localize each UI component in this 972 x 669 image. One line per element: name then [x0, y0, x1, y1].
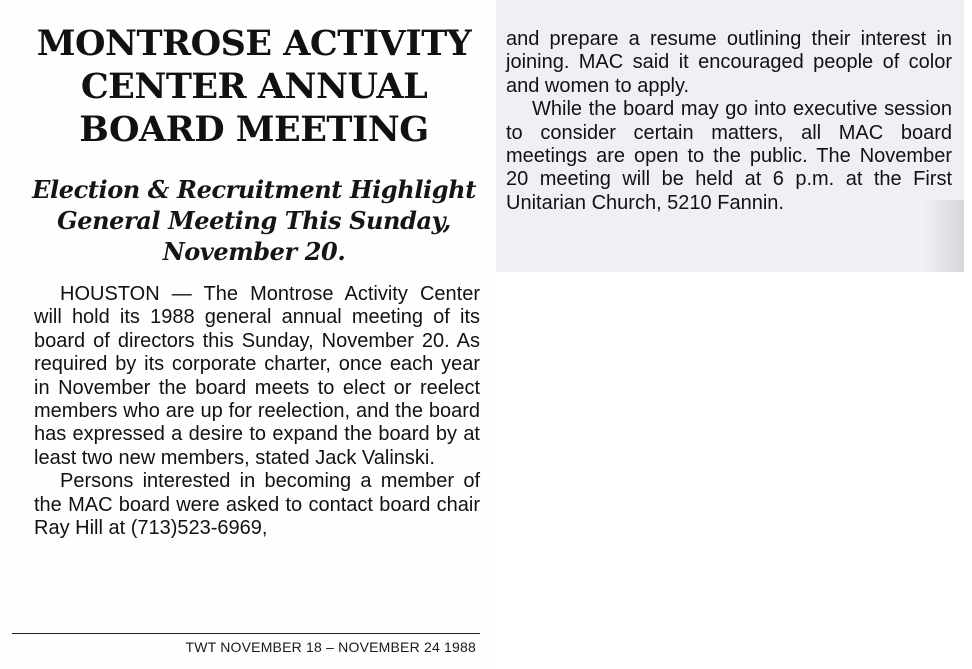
article-body-left	[34, 283, 480, 540]
article-body-right	[506, 28, 952, 215]
article-paragraph-3: While the board may go into executive session to consider certain matters, all MAC board meetings are open to the public. The November 20 meeting will be held at 6 p.m. at the First Unitarian Church, 5210 Fannin.	[506, 98, 952, 214]
footer-rule	[12, 633, 480, 634]
article-paragraph-1: HOUSTON — The Montrose Activity Center will hold its 1988 general annual meeting of its board of directors this Sunday, November 20. As required by its corporate charter, once each year in November the board meets to elect or reelect members who are up for reelection, and the board has expressed a desire to expand the board by at least two new members, stated Jack Valinski.	[34, 283, 480, 469]
article-headline: MONTROSE ACTIVITY CENTER ANNUAL BOARD MEETING	[36, 23, 472, 150]
article-paragraph-2-end: and prepare a resume outlining their interest in joining. MAC said it encouraged people of color and women to apply.	[506, 28, 952, 97]
article-continuation-clipping	[496, 0, 964, 272]
article-subhead: Election & Recruitment Highlight General Meeting This Sunday, November 20.	[32, 175, 476, 266]
footer-issue-line: TWT NOVEMBER 18 – NOVEMBER 24 1988	[185, 639, 476, 655]
article-paragraph-2-start: Persons interested in becoming a member of the MAC board were asked to contact board chair Ray Hill at (713)523-6969,	[34, 470, 480, 540]
article-right-column	[492, 0, 972, 669]
